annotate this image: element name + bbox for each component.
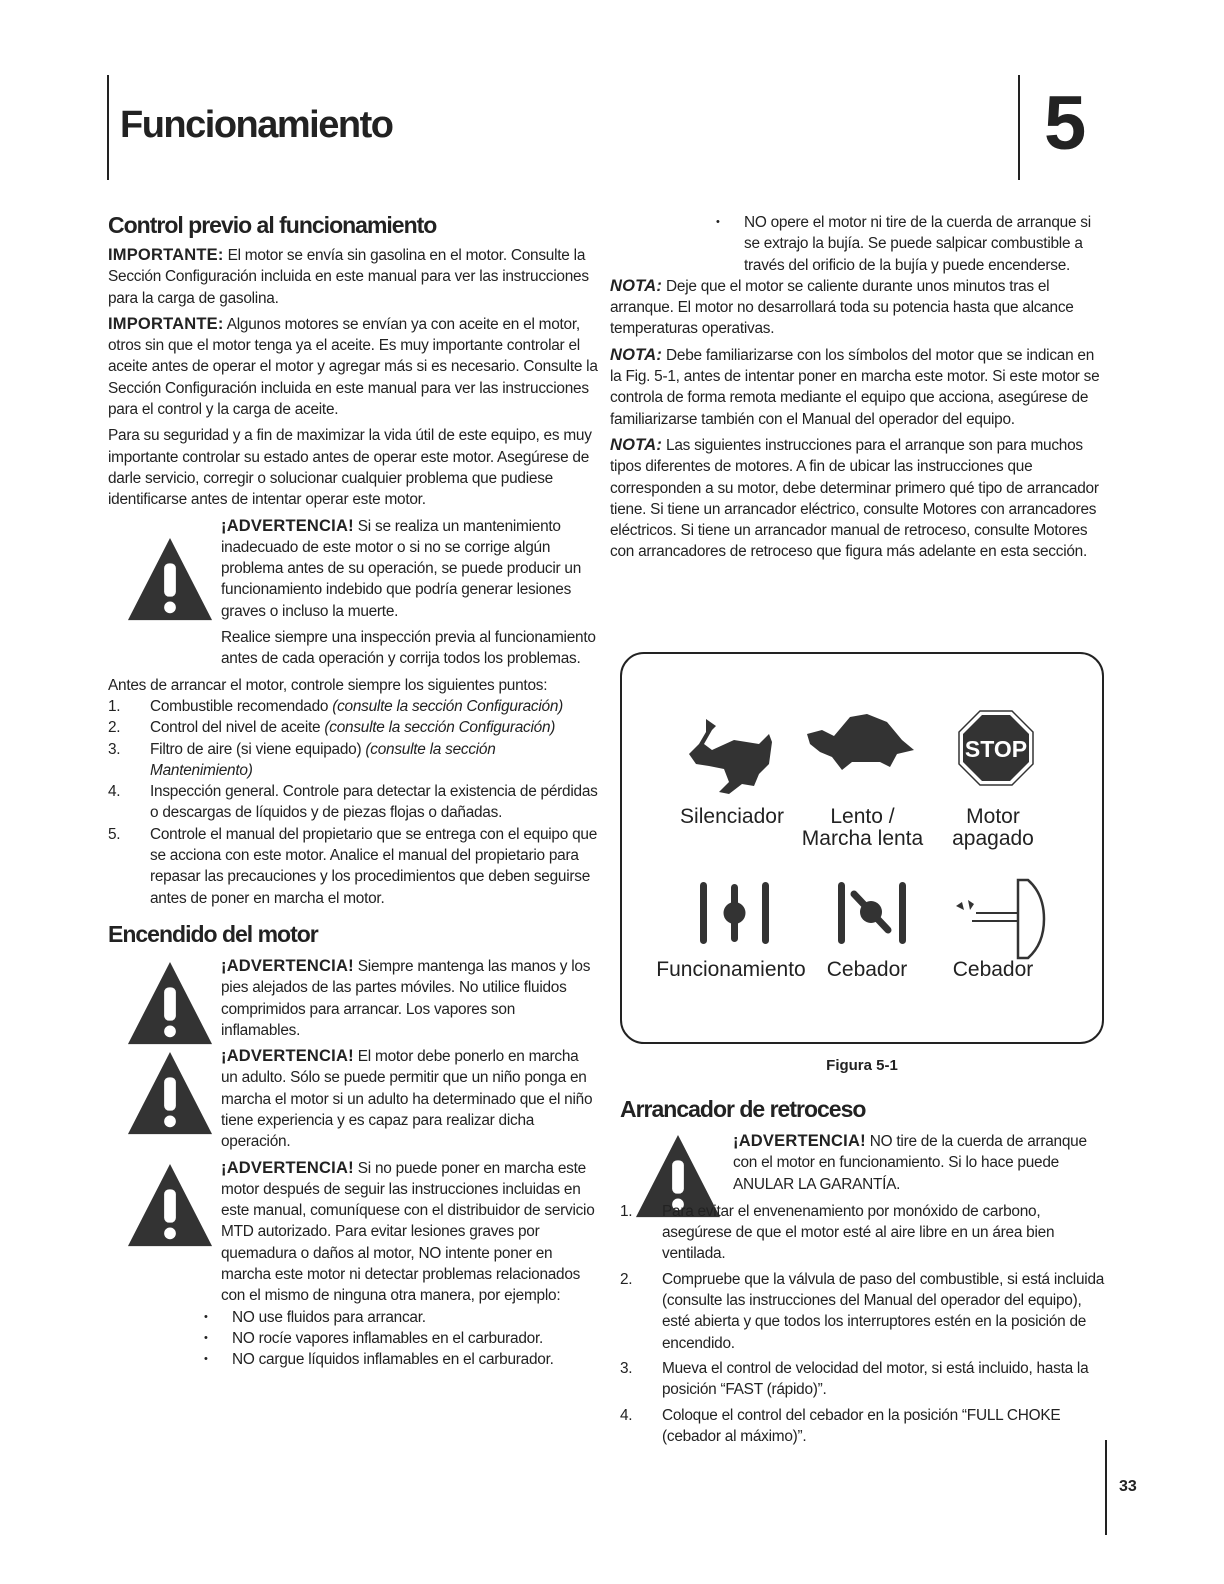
list-item (108, 781, 598, 824)
run-throttle-icon (698, 880, 778, 950)
warning-text (221, 956, 598, 1041)
warning-block-maintenance (108, 516, 598, 670)
label-funcionamiento: Funcionamiento (656, 958, 806, 981)
item-ref: (consulte la sección Mantenimiento) (150, 740, 496, 779)
turtle-slow-icon (802, 712, 917, 777)
list-item (108, 696, 598, 717)
item-text: Inspección general. Controle para detectar la existencia de pérdidas o descargas de líquidos y de piezas flojas o dañadas. (150, 783, 598, 822)
label-motor: Motor (966, 805, 1020, 828)
spark-plug-bullet (700, 212, 1104, 276)
note-body: Deje que el motor se caliente durante unos minutos tras el arranque. El motor no desarrollará toda su potencia hasta que alcance temperaturas operativas. (610, 277, 1074, 338)
header-rule-left (107, 75, 109, 180)
item-ref: (consulte la sección Configuración) (324, 719, 556, 737)
section-heading-engine-start: Encendido del motor (108, 920, 318, 947)
page-title: Funcionamiento (120, 104, 393, 146)
warning-text (733, 1131, 1106, 1195)
item-number: 4. (620, 1406, 633, 1424)
label-apagado: apagado (952, 827, 1034, 850)
page-number: 33 (1119, 1478, 1137, 1495)
warning-triangle-icon (126, 536, 214, 624)
warning-label: ¡ADVERTENCIA! (221, 1047, 354, 1066)
note-starter-types (610, 435, 1104, 563)
warning-label: ¡ADVERTENCIA! (221, 1158, 354, 1177)
note-body: Las siguientes instrucciones para el arranque son para muchos tipos diferentes de motores. A fin de ubicar las instrucciones que corresponden a su motor, debe determinar primero qué tipo de arrancador tiene. Si tiene un arrancador eléctrico, consulte Motores con arrancadores eléctricos. Si tiene un arrancador manual de retroceso, consulte Motores con arrancadores de retroceso que figura más adelante en esta sección. (610, 436, 1099, 561)
figure-caption: Figura 5-1 (826, 1057, 898, 1074)
label-cebador-primer: Cebador (952, 958, 1034, 981)
item-text: Compruebe que la válvula de paso del combustible, si está incluida (consulte las instrucciones del Manual del operador del equipo), esté abierta y que todos los interruptores estén en la posición de encendido. (662, 1270, 1105, 1352)
warning-triangle-icon (126, 960, 214, 1048)
item-ref: (consulte la sección Configuración) (332, 697, 564, 715)
warning-block-service (108, 1158, 598, 1371)
item-text: Controle el manual del propietario que se entrega con el equipo que se acciona con este motor. Analice el manual del propietario para repasar las precauciones y los procedimientos que deben seguirse antes de poner en marcha el motor. (150, 825, 597, 907)
item-text: Filtro de aire (si viene equipado) (150, 740, 366, 758)
right-column-bottom (620, 1096, 1106, 1452)
note-warmup (610, 276, 1104, 340)
warning-text (221, 516, 598, 622)
item-text: Mueva el control de velocidad del motor, si está incluido, hasta la posición “FAST (rápido)”. (662, 1359, 1089, 1399)
warning-text-2: Realice siempre una inspección previa al funcionamiento antes de cada operación y corrija todos los problemas. (221, 629, 596, 668)
list-item (620, 1269, 1106, 1354)
primer-bulb-icon (952, 876, 1052, 966)
list-item (620, 1201, 1106, 1265)
warning-text (221, 1046, 598, 1152)
stop-sign-text: STOP (964, 736, 1028, 762)
label-cebador-choke: Cebador (826, 958, 908, 981)
important-note-fuel (108, 245, 598, 309)
rabbit-fast-icon (684, 714, 784, 809)
choke-throttle-icon (836, 880, 916, 950)
warning-label: ¡ADVERTENCIA! (221, 516, 354, 535)
list-item (620, 1405, 1106, 1448)
item-number: 1. (108, 697, 121, 715)
note-body: Debe familiarizarse con los símbolos del motor que se indican en la Fig. 5-1, antes de intentar poner en marcha este motor. Si este motor se controla de forma remota mediante el equipo que acciona, asegúrese de familiarizarse también con el Manual del operador del equipo. (610, 346, 1100, 428)
note-label: NOTA: (610, 435, 663, 454)
note-symbols (610, 345, 1104, 430)
list-item: • NO use fluidos para arrancar. (188, 1307, 598, 1328)
list-item: • NO rocíe vapores inflamables en el carburador. (188, 1328, 598, 1349)
left-column (108, 212, 598, 1371)
warning-label: ¡ADVERTENCIA! (221, 956, 354, 975)
warning-body: Si no puede poner en marcha este motor después de seguir las instrucciones incluidas en este manual, comuníquese con el distribuidor de servicio MTD autorizado. Para evitar lesiones graves por quemadura o daños al motor, NO intente poner en marcha este motor ni detectar problemas relacionados con el mismo de ninguna otra manera, por ejemplo: (221, 1159, 595, 1305)
label-silenciador: Silenciador (680, 805, 784, 828)
item-number: 2. (620, 1270, 633, 1288)
warning-text (221, 1158, 598, 1307)
warning-triangle-icon (126, 1050, 214, 1138)
stop-sign-icon (958, 710, 1034, 786)
warning-body: NO tire de la cuerda de arranque con el motor en funcionamiento. Si lo hace puede ANULAR LA GARANTÍA. (733, 1133, 1087, 1193)
list-item (108, 824, 598, 909)
section-heading-recoil-starter: Arrancador de retroceso (620, 1096, 866, 1122)
figure-engine-symbols (620, 652, 1104, 1044)
checks-intro: Antes de arrancar el motor, controle siempre los siguientes puntos: (108, 676, 548, 694)
item-text: Coloque el control del cebador en la posición “FULL CHOKE (cebador al máximo)”. (662, 1406, 1061, 1445)
list-item (108, 717, 598, 738)
important-note-oil (108, 314, 598, 420)
warning-body: Si se realiza un mantenimiento inadecuado de este motor o si no se corrige algún problema antes de su operación, se puede producir un funcionamiento indebido que podría generar lesiones graves o incluso la muerte. (221, 517, 582, 620)
item-text: Combustible recomendado (150, 697, 333, 715)
important-text: Algunos motores se envían ya con aceite en el motor, otros sin que el motor tenga ya el aceite. Es muy importante controlar el aceite antes de operar el motor y agregar más si es necesario. Consulte la Sección Configuración incluida en este manual para ver las instrucciones para el control y la carga de aceite. (108, 315, 598, 419)
recoil-steps-list (620, 1201, 1106, 1447)
checks-list (108, 696, 598, 909)
item-text: Control del nivel de aceite (150, 719, 325, 737)
important-text: El motor se envía sin gasolina en el motor. Consulte la Sección Configuración incluida en este manual para ver las instrucciones para la carga de gasolina. (108, 247, 589, 307)
item-number: 1. (620, 1202, 633, 1220)
label-lento: Lento / (830, 805, 895, 828)
warning-block-moving-parts (108, 956, 598, 1041)
label-marcha-lenta: Marcha lenta (801, 827, 924, 850)
item-number: 4. (108, 783, 121, 801)
important-label: IMPORTANTE: (108, 314, 224, 333)
footer-rule (1105, 1440, 1107, 1535)
list-item (108, 739, 598, 782)
chapter-number: 5 (1044, 81, 1087, 166)
item-number: 3. (108, 740, 121, 758)
warning-block-adult (108, 1046, 598, 1152)
note-label: NOTA: (610, 345, 663, 364)
item-text: Para evitar el envenenamiento por monóxido de carbono, asegúrese de que el motor esté al aire libre en un área bien ventilada. (662, 1202, 1055, 1263)
list-item: • NO cargue líquidos inflamables en el carburador. (188, 1349, 598, 1370)
safety-paragraph: Para su seguridad y a fin de maximizar la vida útil de este equipo, es muy importante controlar su estado antes de operar este motor. Asegúrese de darle servicio, corregir o solucionar cualquier problema que pudiese identificarse antes de intentar operar este motor. (108, 427, 592, 509)
item-number: 5. (108, 825, 121, 843)
item-number: 3. (620, 1359, 633, 1377)
header-rule-right (1018, 75, 1020, 180)
warning-block-recoil (620, 1131, 1106, 1195)
item-number: 2. (108, 719, 121, 737)
warning-label: ¡ADVERTENCIA! (733, 1132, 866, 1150)
right-column-top (610, 212, 1104, 568)
section-heading-pre-operation: Control previo al funcionamiento (108, 212, 437, 238)
list-item (620, 1358, 1106, 1401)
warning-body: El motor debe ponerlo en marcha un adulto. Sólo se puede permitir que un niño ponga en marcha el motor si un adulto ha determinado que el niño tiene experiencia y es capaz para realizar dicha operación. (221, 1048, 593, 1151)
warning-bullets (188, 1307, 598, 1371)
important-label: IMPORTANTE: (108, 246, 224, 264)
warning-body: Siempre mantenga las manos y los pies alejados de las partes móviles. No utilice fluidos comprimidos para arrancar. Los vapores son inflamables. (221, 957, 591, 1039)
warning-triangle-icon (126, 1162, 214, 1250)
note-label: NOTA: (610, 276, 663, 295)
list-item: • NO opere el motor ni tire de la cuerda de arranque si se extrajo la bujía. Se puede salpicar combustible a través del orificio de la bujía y puede encenderse. (700, 212, 1104, 276)
